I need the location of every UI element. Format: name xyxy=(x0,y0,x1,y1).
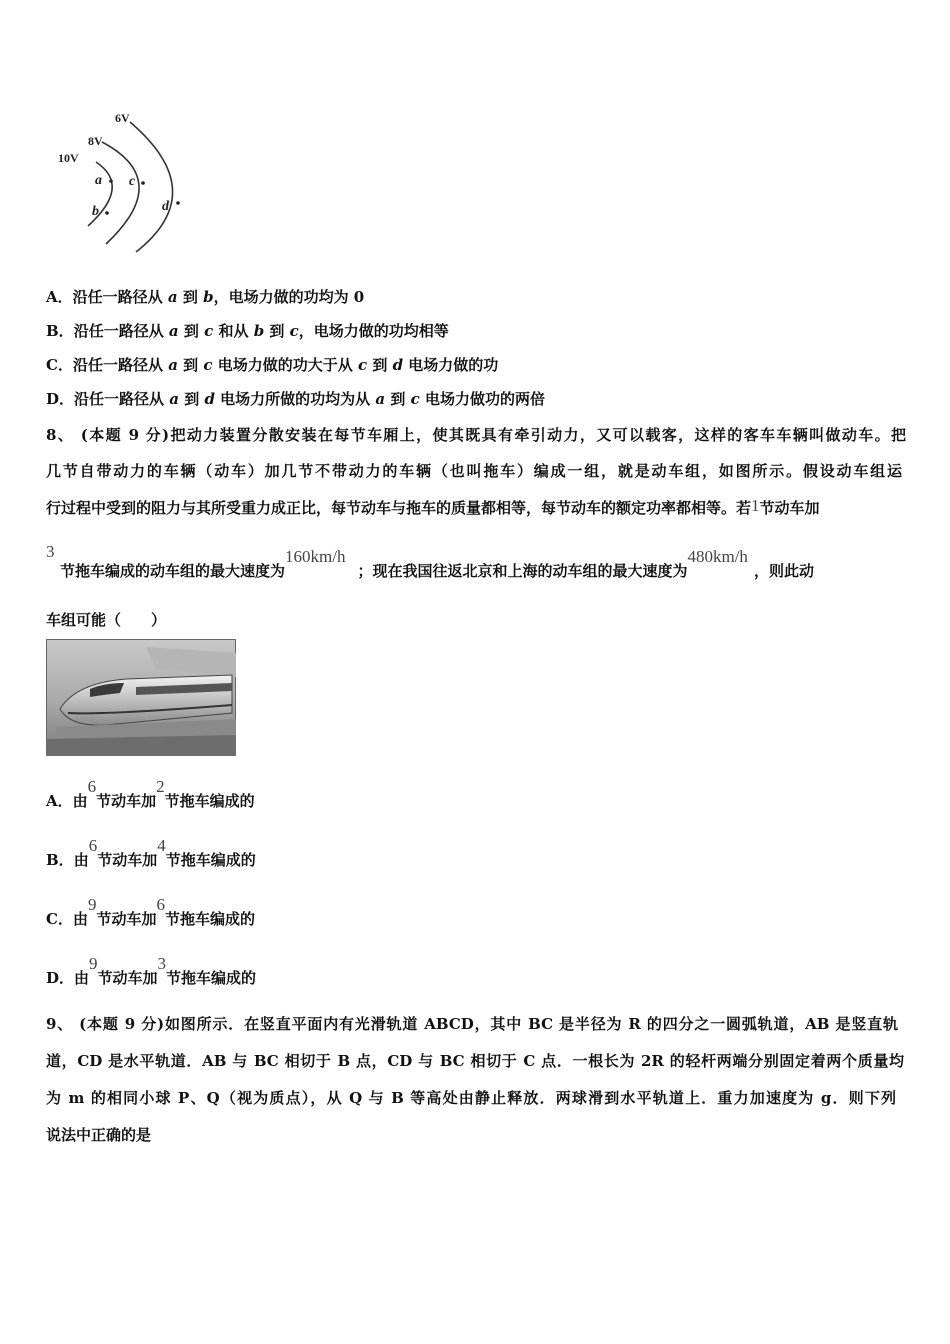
point-c-label: c xyxy=(129,174,136,189)
q8-trailer-count: 3 xyxy=(46,542,55,561)
equipotential-arc-6v xyxy=(130,122,173,252)
q8-speed-2: 480km/h xyxy=(687,547,748,566)
point-a-dot xyxy=(109,179,113,183)
point-d-label: d xyxy=(162,199,169,214)
q9-line-3: 为 m 的相同小球 P、Q（视为质点），从 Q 与 B 等高处由静止释放．两球滑到水平轨道上．重力加速度为 g．则下列 xyxy=(46,1089,896,1107)
bullet-train-photo xyxy=(46,639,236,756)
q9-line-2: 道，CD 是水平轨道．AB 与 BC 相切于 B 点，CD 与 BC 相切于 C 点．一根长为 2R 的轻杆两端分别固定着两个质量均 xyxy=(46,1052,904,1070)
label-10v: 10V xyxy=(58,151,79,165)
q8-line-1: 8、 (本题 9 分)把动力装置分散安装在每节车厢上，使其既具有牵引动力，又可以载客，这样的客车车辆叫做动车。把 xyxy=(46,426,906,444)
q8-line-3: 行过程中受到的阻力与其所受重力成正比，每节动车与拖车的质量都相等，每节动车的额定功率都相等。若1节动车加 xyxy=(46,496,820,517)
point-b-label: b xyxy=(92,204,99,219)
point-d-dot xyxy=(176,201,180,205)
q8-line-4b: 节拖车编成的动车组的最大速度为160km/h；现在我国往返北京和上海的动车组的最大速度为480km/h，则此动 xyxy=(60,547,814,580)
label-8v: 8V xyxy=(88,134,103,148)
q8-motor-count: 1 xyxy=(751,496,760,515)
q8-line-4 xyxy=(46,542,55,566)
point-a-label: a xyxy=(95,173,102,188)
equipotential-arc-8v xyxy=(102,142,139,244)
q7-option-b: B．沿任一路径从 a 到 c 和从 b 到 c，电场力做的功均相等 xyxy=(46,322,449,340)
q8-line-2: 几节自带动力的车辆（动车）加几节不带动力的车辆（也叫拖车）编成一组，就是动车组，如图所示。假设动车组运 xyxy=(46,462,902,480)
equipotential-figure xyxy=(54,104,194,254)
q7-option-c: C．沿任一路径从 a 到 c 电场力做的功大于从 c 到 d 电场力做的功 xyxy=(46,356,499,374)
q8-option-c: C．由9节动车加6节拖车编成的 xyxy=(46,895,255,928)
q8-option-a: A．由6节动车加2节拖车编成的 xyxy=(46,777,255,810)
point-b-dot xyxy=(105,211,109,215)
q9-line-4: 说法中正确的是 xyxy=(46,1126,152,1144)
q7-option-a: A．沿任一路径从 a 到 b，电场力做的功均为 0 xyxy=(46,288,365,306)
q9-line-1: 9、 (本题 9 分)如图所示．在竖直平面内有光滑轨道 ABCD，其中 BC 是半径为 R 的四分之一圆弧轨道，AB 是竖直轨 xyxy=(46,1015,898,1033)
point-c-dot xyxy=(141,181,145,185)
q8-option-b: B．由6节动车加4节拖车编成的 xyxy=(46,836,256,869)
q8-speed-1: 160km/h xyxy=(285,547,346,566)
label-6v: 6V xyxy=(115,111,130,125)
q8-option-d: D．由9节动车加3节拖车编成的 xyxy=(46,954,257,987)
q8-line-5: 车组可能（ ） xyxy=(46,611,167,629)
q7-option-d: D．沿任一路径从 a 到 d 电场力所做的功均为从 a 到 c 电场力做功的两倍 xyxy=(46,390,545,408)
